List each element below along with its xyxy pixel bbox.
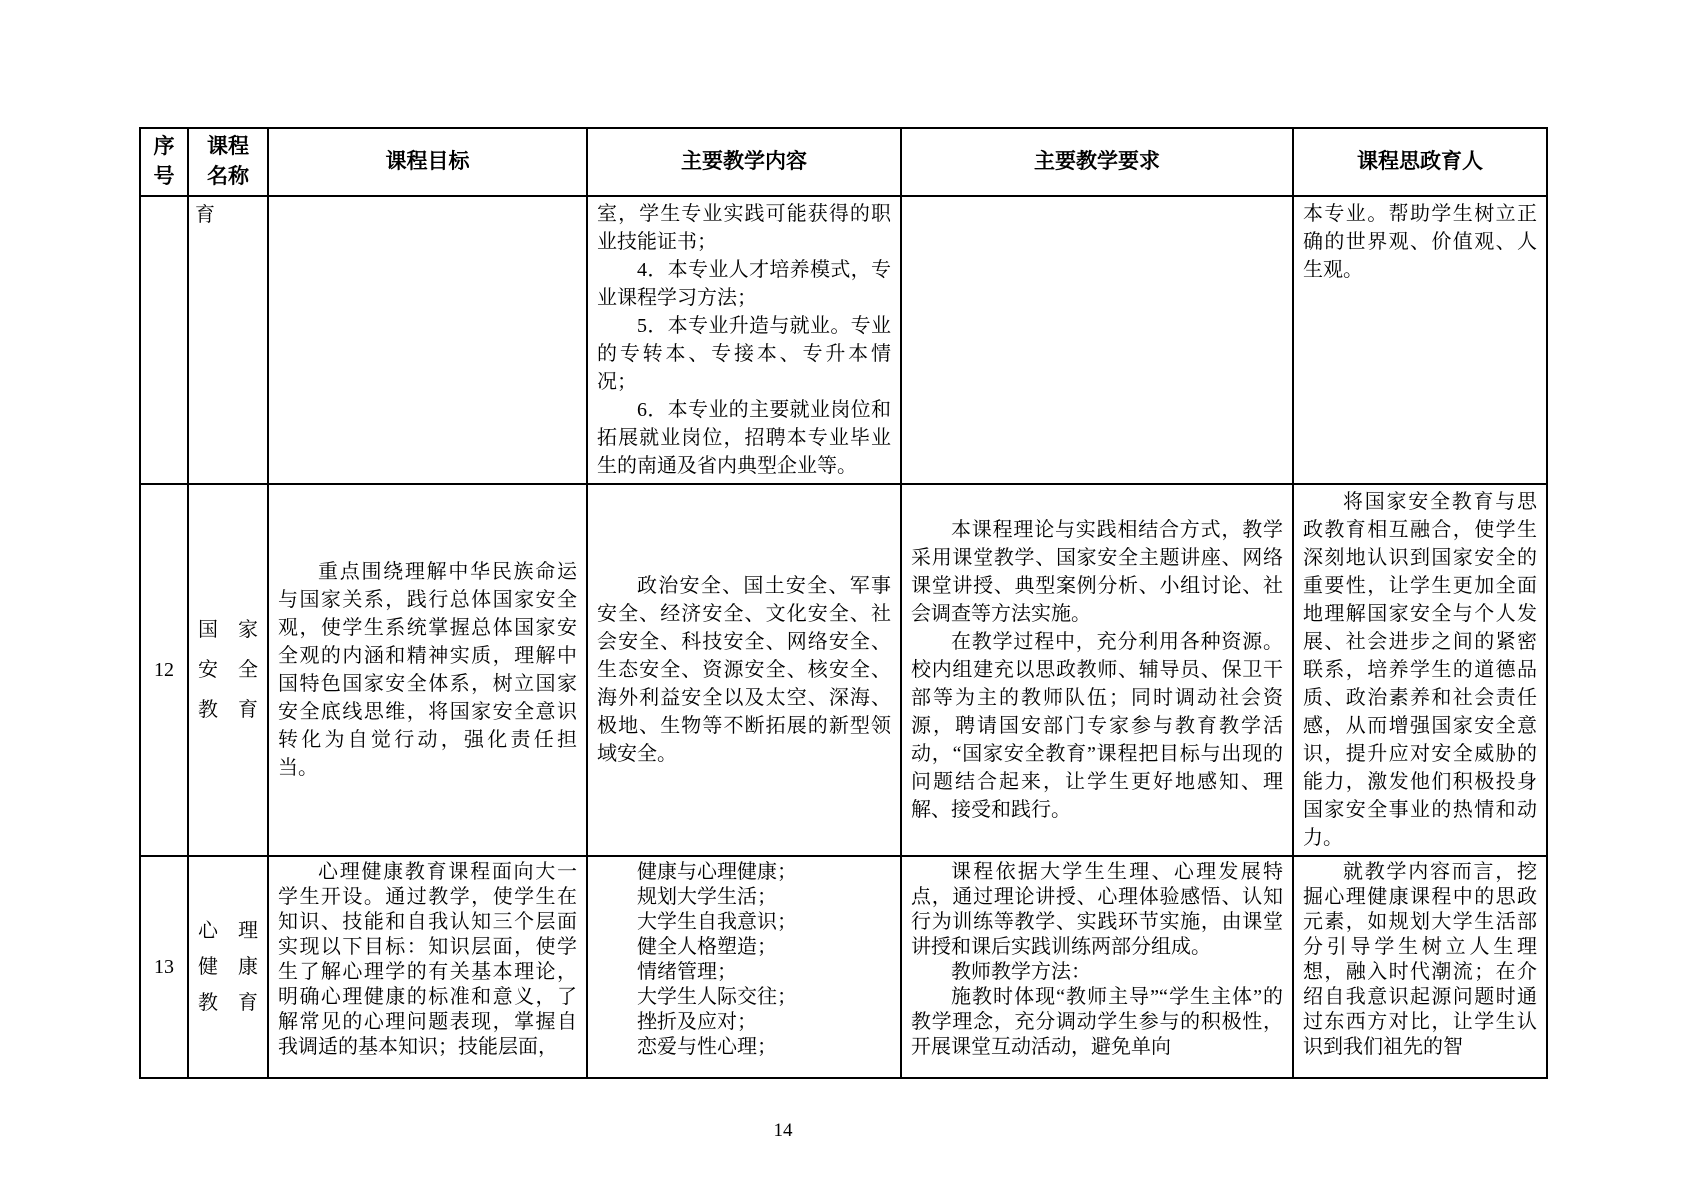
paragraph: 4．本专业人才培养模式，专业课程学习方法； xyxy=(597,259,891,309)
table-row-continuation xyxy=(140,196,1547,484)
list-item: 健全人格塑造； xyxy=(637,936,777,958)
cell-course-name xyxy=(188,856,268,1078)
cell-ideology xyxy=(1293,484,1547,856)
paragraph: 心理健康教育课程面向大一学生开设。通过教学，使学生在知识、技能和自我认知三个层面实现以下目标：知识层面，使学生了解心理学的有关基本理论，明确心理健康的标准和意义，了解常见的心理问题表现，掌握自我调适的基本知识；技能层面， xyxy=(278,861,577,1058)
table-header-row xyxy=(140,128,1547,196)
course-table xyxy=(139,127,1548,1079)
list-item: 情绪管理； xyxy=(637,961,737,983)
header-course-name xyxy=(188,128,268,196)
table-row-13 xyxy=(140,856,1547,1078)
cell-index: 12 xyxy=(140,484,188,856)
header-index-line: 号 xyxy=(153,165,175,188)
paragraph: 5．本专业升造与就业。专业的专转本、专接本、专升本情况； xyxy=(597,315,891,393)
header-objectives: 课程目标 xyxy=(268,128,587,196)
cell-ideology xyxy=(1293,856,1547,1078)
cell-requirements xyxy=(901,196,1293,484)
paragraph: 在教学过程中，充分利用各种资源。校内组建充以思政教师、辅导员、保卫干部等为主的教师队伍；同时调动社会资源，聘请国安部门专家参与教育教学活动，“国家安全教育”课程把目标与出现的问题结合起来，让学生更好地感知、理解、接受和践行。 xyxy=(911,631,1283,821)
header-requirements: 主要教学要求 xyxy=(901,128,1293,196)
cell-content xyxy=(587,856,901,1078)
paragraph: 本课程理论与实践相结合方式，教学采用课堂教学、国家安全主题讲座、网络课堂讲授、典型案例分析、小组讨论、社会调查等方法实施。 xyxy=(911,519,1283,625)
list-item: 规划大学生活； xyxy=(637,886,777,908)
list-item: 大学生人际交往； xyxy=(637,986,797,1008)
cell-course-name xyxy=(188,196,268,484)
list-item: 大学生自我意识； xyxy=(637,911,797,933)
cell-course-name xyxy=(188,484,268,856)
cell-objectives xyxy=(268,196,587,484)
table-row-12 xyxy=(140,484,1547,856)
cell-index xyxy=(140,196,188,484)
list-item: 挫折及应对； xyxy=(637,1011,757,1033)
paragraph: 重点围绕理解中华民族命运与国家关系，践行总体国家安全观，使学生系统掌握总体国家安全观的内涵和精神实质，理解中国特色国家安全体系，树立国家安全底线思维，将国家安全意识转化为自觉行动，强化责任担当。 xyxy=(278,561,577,779)
header-ideology: 课程思政育人 xyxy=(1293,128,1547,196)
header-name-line: 课程 xyxy=(207,135,249,158)
header-index-line: 序 xyxy=(153,135,175,158)
list-item: 健康与心理健康； xyxy=(637,861,797,883)
course-name-line: 教 育 xyxy=(198,992,258,1014)
cell-content xyxy=(587,484,901,856)
cell-objectives xyxy=(268,484,587,856)
course-name-line: 心 理 xyxy=(198,920,258,942)
page-number: 14 xyxy=(773,1120,793,1141)
cell-ideology xyxy=(1293,196,1547,484)
course-name-line: 安 全 xyxy=(198,659,258,681)
cell-content xyxy=(587,196,901,484)
paragraph: 课程依据大学生生理、心理发展特点，通过理论讲授、心理体验感悟、认知行为训练等教学、实践环节实施，由课堂讲授和课后实践训练两部分组成。 xyxy=(911,861,1283,958)
course-name-line: 教 育 xyxy=(198,699,258,721)
paragraph: 6．本专业的主要就业岗位和拓展就业岗位，招聘本专业毕业生的南通及省内典型企业等。 xyxy=(597,399,891,477)
paragraph: 将国家安全教育与思政教育相互融合，使学生深刻地认识到国家安全的重要性，让学生更加全面地理解国家安全与个人发展、社会进步之间的紧密联系，培养学生的道德品质、政治素养和社会责任感，从而增强国家安全意识，提升应对安全威胁的能力，激发他们积极投身国家安全事业的热情和动力。 xyxy=(1303,491,1537,849)
paragraph: 政治安全、国土安全、军事安全、经济安全、文化安全、社会安全、科技安全、网络安全、生态安全、资源安全、核安全、海外利益安全以及太空、深海、极地、生物等不断拓展的新型领域安全。 xyxy=(597,575,891,765)
paragraph: 施教时体现“教师主导”“学生主体”的教学理念，充分调动学生参与的积极性，开展课堂互动活动，避免单向 xyxy=(911,986,1283,1058)
header-index xyxy=(140,128,188,196)
list-item: 恋爱与性心理； xyxy=(637,1036,777,1058)
cell-requirements xyxy=(901,484,1293,856)
paragraph: 就教学内容而言，挖掘心理健康课程中的思政元素，如规划大学生活部分引导学生树立人生理想，融入时代潮流；在介绍自我意识起源问题时通过东西方对比，让学生认识到我们祖先的智 xyxy=(1303,861,1537,1058)
course-name-line: 国 家 xyxy=(198,619,258,641)
cell-index: 13 xyxy=(140,856,188,1078)
paragraph: 本专业。帮助学生树立正确的世界观、价值观、人生观。 xyxy=(1303,203,1537,281)
paragraph: 室，学生专业实践可能获得的职业技能证书； xyxy=(597,203,891,253)
paragraph: 教师教学方法： xyxy=(951,961,1091,983)
cell-objectives xyxy=(268,856,587,1078)
cell-requirements xyxy=(901,856,1293,1078)
course-name-line: 健 康 xyxy=(198,956,258,978)
header-content: 主要教学内容 xyxy=(587,128,901,196)
header-name-line: 名称 xyxy=(207,165,249,188)
course-name-line: 育 xyxy=(195,204,215,226)
